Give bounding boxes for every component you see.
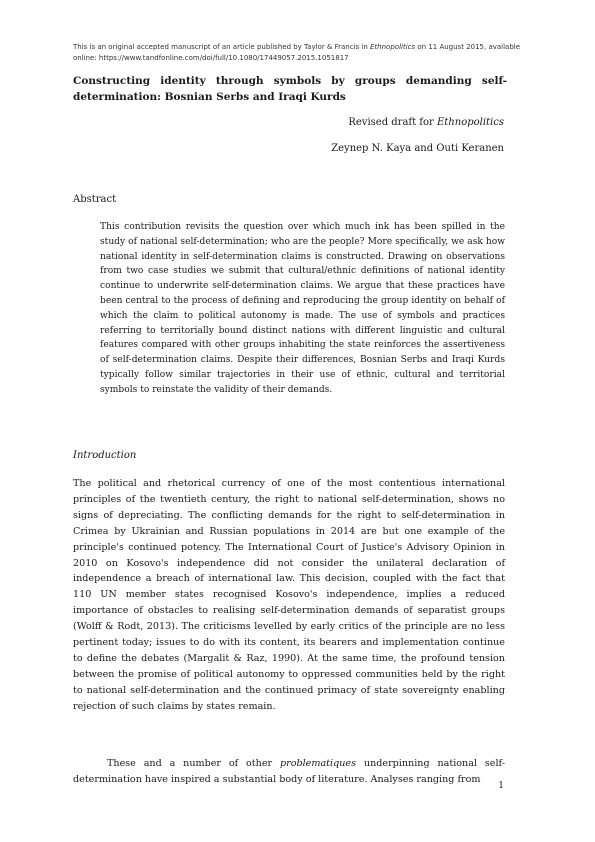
paragraph-2-suffix: underpinning national self-determination have inspired a substantial body of literature. Analyses ranging from	[73, 758, 505, 785]
draft-prefix: Revised draft for	[348, 117, 434, 128]
abstract-heading: Abstract	[73, 194, 117, 205]
paragraph-2-prefix: These and a number of other	[107, 758, 273, 769]
introduction-heading: Introduction	[73, 450, 137, 461]
article-title: Constructing identity through symbols by groups demanding self-determination: Bosnian Serbs and Iraqi Kurds	[73, 75, 507, 103]
publication-notice	[73, 42, 523, 64]
notice-journal: Ethnopolitics	[370, 43, 416, 51]
page-number: 1	[498, 781, 504, 791]
introduction-paragraph-2	[73, 756, 505, 788]
draft-note	[348, 116, 504, 130]
author-line: Zeynep N. Kaya and Outi Keranen	[331, 143, 504, 154]
notice-prefix: This is an original accepted manuscript of an article published by Taylor & Francis in	[73, 43, 368, 51]
paragraph-2-term: problematiques	[279, 758, 357, 769]
introduction-paragraph-1: The political and rhetorical currency of one of the most contentious international principles of the twentieth century, the right to national self-determination, shows no signs of depreciating. The conflicting demands for the right to self-determination in Crimea by Ukrainian and Russian populations in 2014 are but one example of the principle's continued potency. The International Court of Justice's Advisory Opinion in 2010 on Kosovo's independence did not consider the unilateral declaration of independence a breach of international law. This decision, coupled with the fact that 110 UN member states recognised Kosovo's independence, implies a reduced importance of obstacles to realising self-determination demands of separatist groups (Wolff & Rodt, 2013). The criticisms levelled by early critics of the principle are no less pertinent today; issues to do with its content, its bearers and implementation continue to define the debates (Margalit & Raz, 1990). At the same time, the profound tension between the promise of political autonomy to oppressed communities held by the right to national self-determination and the continued primacy of state sovereignty enabling rejection of such claims by states remain.	[73, 478, 505, 712]
abstract-text: This contribution revisits the question over which much ink has been spilled in the study of national self-determination; who are the people? More specifically, we ask how national identity in self-determination claims is constructed. Drawing on observations from two case studies we submit that cultural/ethnic definitions of national identity continue to underwrite self-determination claims. We argue that these practices have been central to the process of defining and reproducing the group identity on behalf of which the claim to political autonomy is made. The use of symbols and practices referring to territorially bound distinct nations with different linguistic and cultural features compared with other groups inhabiting the state reinforces the assertiveness of self-determination claims. Despite their differences, Bosnian Serbs and Iraqi Kurds typically follow similar trajectories in their use of ethnic, cultural and territorial symbols to reinstate the validity of their demands.	[100, 222, 505, 395]
notice-suffix: on 11 August 2015, available online: https://www.tandfonline.com/doi/full/10.1080/17449057.2015.1051817	[73, 43, 521, 62]
draft-journal: Ethnopolitics	[437, 117, 504, 128]
